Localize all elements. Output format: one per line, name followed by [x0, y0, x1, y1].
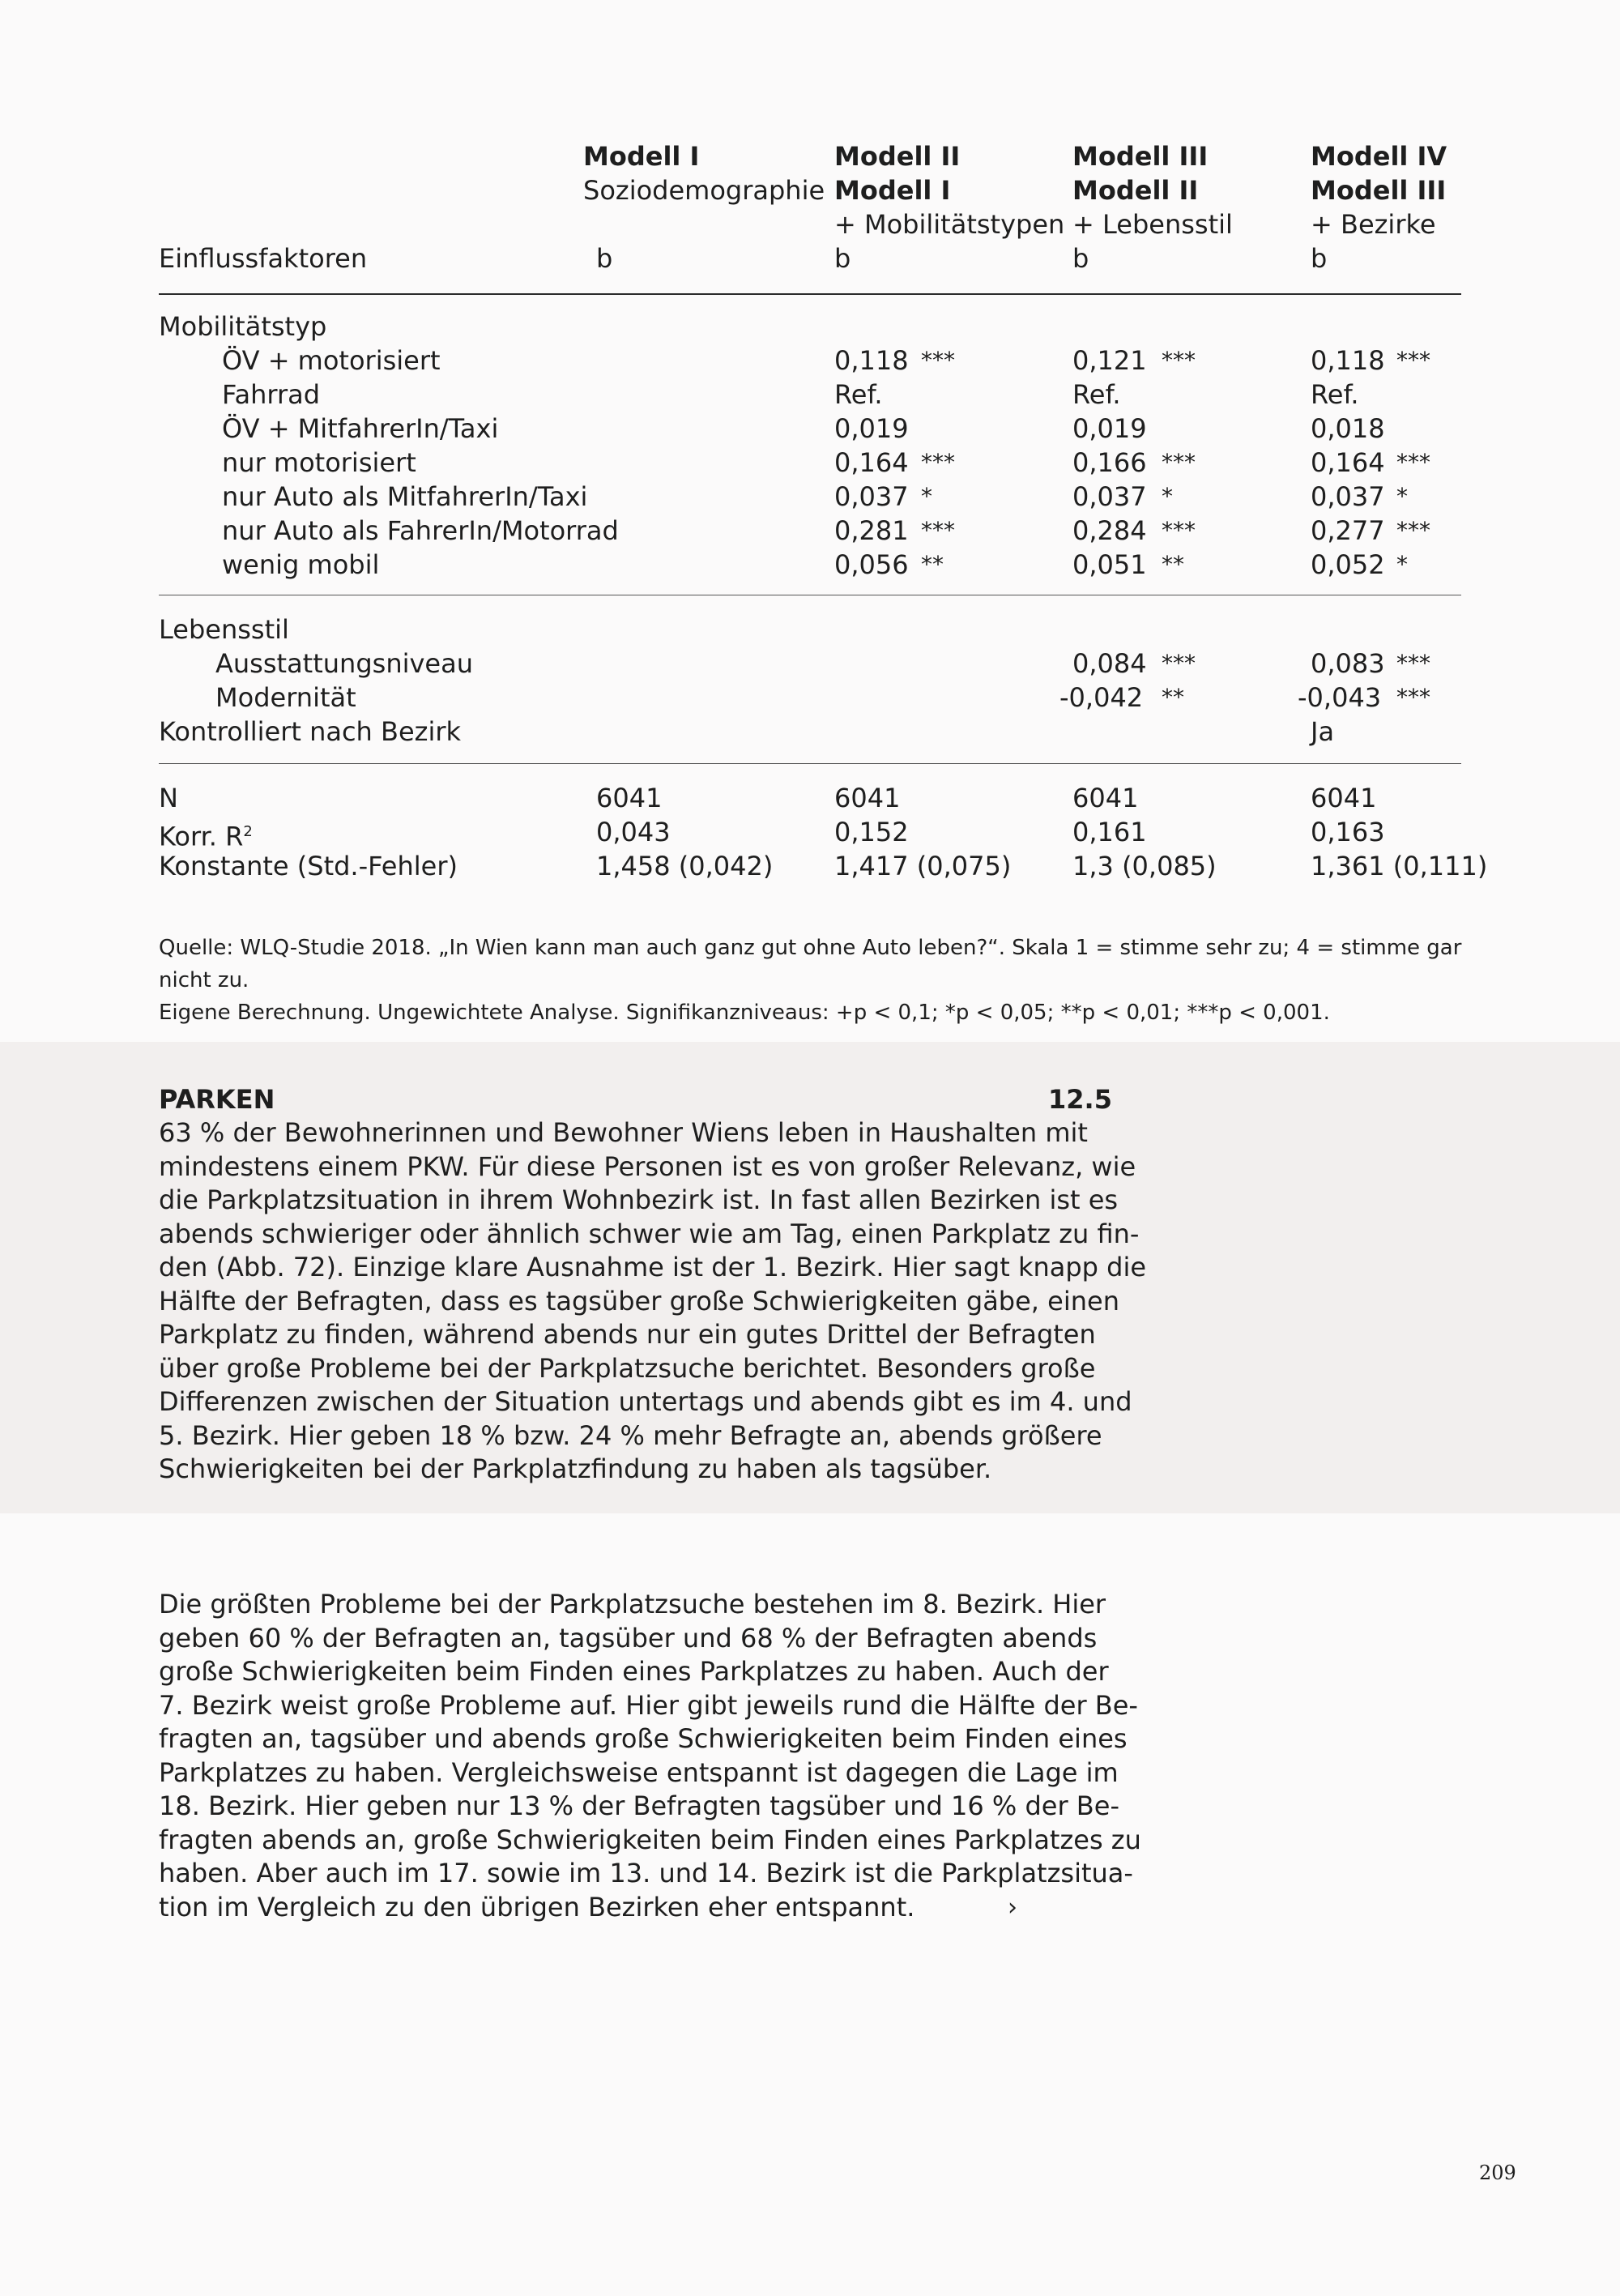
table-row: Korr. $R^2$ 0,043 0,152 0,161 0,163	[159, 817, 1385, 852]
table-row: Modernität -0,042 ** -0,043 ***	[215, 682, 1430, 713]
paragraph-2: Die größten Probleme bei der Parkplatzsuche bestehen im 8. Bezirk. Hier geben 60 % der Befragten an, tagsüber und 68 % der Befragten abends große Schwierigkeiten beim Finden eines Parkplatzes zu haben. Auch der 7. Bezirk weist große Probleme auf. Hier gibt jeweils rund die Hälfte der Be- fragten an, tagsüber und abends große Schwierigkeiten beim Finden eines Parkplatzes zu haben. Vergleichsweise entspannt ist dagegen die Lage im 18. Bezirk. Hier geben nur 13 % der Befragten tagsüber und 16 % der Be- fragten abends an, große Schwierigkeiten beim Finden eines Parkplatzes zu haben. Aber auch im 17. sowie im 13. und 14. Bezirk ist die Parkplatzsitua- tion im Vergleich zu den übrigen Bezirken eher entspannt.	[159, 1589, 1141, 1923]
coef-header-4: b	[1311, 243, 1328, 274]
section-title: PARKEN	[159, 1084, 275, 1115]
table-row: wenig mobil 0,056 ** 0,051 ** 0,052 *	[222, 549, 1408, 580]
table-row: Fahrrad Ref. Ref. Ref.	[222, 379, 1359, 410]
section-label-lifestyle: Lebensstil	[159, 614, 289, 645]
table-row: nur Auto als MitfahrerIn/Taxi 0,037 * 0,037 * 0,037 *	[222, 481, 1408, 512]
page-number: 209	[1479, 2162, 1516, 2184]
continue-arrow-icon: ›	[1008, 1893, 1017, 1922]
table-row: Ausstattungsniveau 0,084 *** 0,083 ***	[215, 648, 1430, 679]
label-header: Einflussfaktoren	[159, 243, 368, 274]
coef-header-2: b	[834, 243, 851, 274]
section-label-mobility: Mobilitätstyp	[159, 311, 327, 342]
table-row: ÖV + motorisiert 0,118 *** 0,121 *** 0,118 ***	[222, 345, 1430, 376]
table-header-rule	[159, 293, 1461, 295]
header-model-4: Modell IV Modell III + Bezirke	[1311, 141, 1447, 240]
table-header	[159, 139, 1463, 293]
table-row: Kontrolliert nach Bezirk Ja	[159, 716, 1335, 747]
paragraph-1: 63 % der Bewohnerinnen und Bewohner Wiens leben in Haushalten mit mindestens einem PKW. Für diese Personen ist es von großer Relevanz, wie die Parkplatzsituation in ihrem Wohnbezirk ist. In fast allen Bezirken ist es abends schwieriger oder ähnlich schwer wie am Tag, einen Parkplatz zu fin- den (Abb. 72). Einzige klare Ausnahme ist der 1. Bezirk. Hier sagt knapp die Hälfte der Befragten, dass es tagsüber große Schwierigkeiten gäbe, einen Parkplatz zu finden, während abends nur ein gutes Drittel der Befragten über große Probleme bei der Parkplatzsuche berichtet. Besonders große Differenzen zwischen der Situation untertags und abends gibt es im 4. und 5. Bezirk. Hier geben 18 % bzw. 24 % mehr Befragte an, abends größere Schwierigkeiten bei der Parkplatzfindung zu haben als tagsüber.	[159, 1117, 1147, 1484]
table-row: nur motorisiert 0,164 *** 0,166 *** 0,164 ***	[222, 447, 1430, 478]
table-row: N 6041 6041 6041 6041	[159, 783, 1377, 813]
coef-header-3: b	[1072, 243, 1089, 274]
header-model-3: Modell III Modell II + Lebensstil	[1072, 141, 1233, 240]
table-row: Konstante (Std.-Fehler) 1,458 (0,042) 1,417 (0,075) 1,3 (0,085) 1,361 (0,111)	[159, 851, 1488, 881]
coef-header-1: b	[596, 243, 613, 274]
section-number: 12.5	[1048, 1084, 1112, 1115]
table-row: ÖV + MitfahrerIn/Taxi 0,019 0,019 0,018	[222, 413, 1385, 444]
table-source-note: Quelle: WLQ-Studie 2018. „In Wien kann man auch ganz gut ohne Auto leben?“. Skala 1 = stimme sehr zu; 4 = stimme gar nicht zu. Eigene Berechnung. Ungewichtete Analyse. Signifikanzniveaus: +p < 0,1; *p < 0,05; **p < 0,01; ***p < 0,001.	[159, 936, 1462, 1025]
header-model-2: Modell II Modell I + Mobilitätstypen	[834, 141, 1065, 240]
table-row: nur Auto als FahrerIn/Motorrad 0,281 *** 0,284 *** 0,277 ***	[222, 515, 1430, 546]
header-model-1: Modell I Soziodemographie	[583, 141, 825, 206]
section-rule	[159, 763, 1461, 764]
